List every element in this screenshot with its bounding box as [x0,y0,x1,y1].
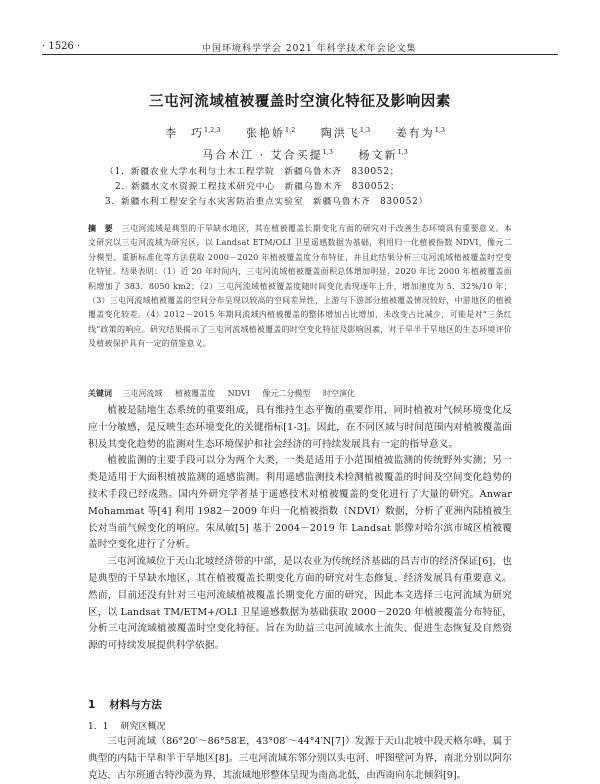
author: 李 巧$^{1,2,3}$ [164,126,221,140]
study-area-paragraph [88,734,512,784]
author: 马合木江 · 艾合买提$^{1,3}$ [202,147,333,162]
affiliation-line: 3．新疆水利工程安全与水灾害防治重点实验室 新疆乌鲁木齐 830052） [105,197,429,207]
affiliation-line: 2．新疆水文水资源工程技术研究中心 新疆乌鲁木齐 830052； [115,182,400,192]
keywords-label: 关键词 [88,388,112,398]
section-heading: 1 材料与方法 [88,699,162,711]
keyword: 像元二分模型 [262,389,311,398]
subsection-heading: 1．1 研究区概况 [88,722,166,732]
affiliations [105,165,428,210]
introduction [88,403,512,655]
affiliation-line: （1．新疆农业大学水利与土木工程学院 新疆乌鲁木齐 830052； [105,167,400,177]
paragraph: 植被是陆地生态系统的重要组成，具有维持生态平衡的重要作用，同时植被对气候环境变化反应十分敏感，是反映生态环境变化的关键指标[1-3]。因此，在不同区域与时间范围内对植被覆盖面积及其变化趋势的监测对生态环境保护和社会经济的可持续发展具有一定的指导意义。 [88,405,512,450]
paragraph: 三屯河流域（86°20′～86°58′E，43°08′～44°4′N[7]）发源于天山北坡中段天格尔峰，属于典型的内陆干旱和半干旱地区[8]。三屯河流域东邻分别以头屯河、呼图壁河为界，南北分别以阿尔克达、古尔班通古特沙漠为界，其流域地形整体呈现为南高北低，由西南向东北倾斜[9]。 [88,736,512,781]
abstract [88,222,512,352]
author: 姜有为$^{1,3}$ [395,126,446,140]
author: 陶洪飞$^{1,3}$ [320,126,371,140]
keyword: NDVI [227,389,250,398]
keywords [88,388,512,399]
author: 张艳娇$^{1,2}$ [246,126,296,140]
paragraph: 植被监测的主要手段可以分为两个大类，一类是适用于小范围植被监测的传统野外实测；另一类是适用于大面积植被监测的遥感监测。利用遥感监测技术检测植被覆盖的时间及空间变化趋势的技术手段已经成熟。国内外研究学者基于遥感技术对植被覆盖的变化进行了大量的研究。Anwar Mohammat 等[4] 利用 1982－2009 年归一化植被指数（NDVI）数据，分析了亚洲内陆植被生长对当前气候变化的响应。朱凤敏[5] 基于 2004－2019 年 Landsat 影像对哈尔滨市城区植被覆盖时空变化进行了分析。 [88,455,512,551]
paper-title: 三屯河流域植被覆盖时空演化特征及影响因素 [149,94,451,110]
keyword: 时空演化 [322,389,355,398]
page-number: · 1526 · [42,41,81,52]
running-header [42,38,558,55]
author-list [70,121,540,164]
keyword: 三屯河流域 [122,389,163,398]
author: 杨文新$^{1,3}$ [358,147,408,162]
paragraph: 三屯河流域位于天山北坡经济带的中部，是以农业为传统经济基础的昌吉市的经济保证[6]，也是典型的干旱缺水地区，其在植被覆盖长期变化方面的研究对生态修复、经济发展具有重要意义。然而，目前还没有针对三屯河流域植被覆盖长期变化方面的研究，因此本文选择三屯河流域为研究区，以 Landsat TM/ETM+/OLI 卫星遥感数据为基础获取 2000－2020 年植被覆盖分布特征，分析三屯河流域植被覆盖时空变化特征。旨在为助益三屯河流域水土流失、促进生态恢复及自然资源的可持续发展提供科学依据。 [88,556,512,652]
keyword: 植被覆盖度 [175,389,216,398]
journal-name: 中国环境科学学会 2021 年科学技术年会论文集 [202,44,417,54]
abstract-text: 三屯河流域是典型的干旱缺水地区，其在植被覆盖长期变化方面的研究对于改善生态环境具有重要意义。本文研究以三屯河流域为研究区，以 Landsat ETM/OLI 卫星遥感数据为基础，利用归一化植被指数 NDVI，像元二分模型、重新标准化等方法获取 2000－2020 年植被覆盖度分布特征，并且此结果分析三屯河流域植被覆盖时空变化特征。结果表明：（1）近 20 年时间内，三屯河流域植被覆盖面积总体增加明显，2020 年比 2000 年植被覆盖面积增加了 383．8050 km2；（2）三屯河流域植被覆盖度随时间变化表现逐年上升，增加速度为 5．32%/10 年；（3）三屯河流域植被覆盖的空间分布呈现以较高的空间差异性，上游与下游部分植被覆盖情况较好，中游地区的植被覆盖变化较差。（4）2012－2015 年期间流域内植被覆盖的整体增加占比增加，未改变占比减少，可能是对“三条红线”政策的响应。研究结果揭示了三屯河流域植被覆盖的时空变化特征及影响因素，对于旱半干旱地区的生态环境评价及植被保护具有一定的借鉴意义。 [88,224,512,349]
abstract-label: 摘 要 [88,224,113,233]
